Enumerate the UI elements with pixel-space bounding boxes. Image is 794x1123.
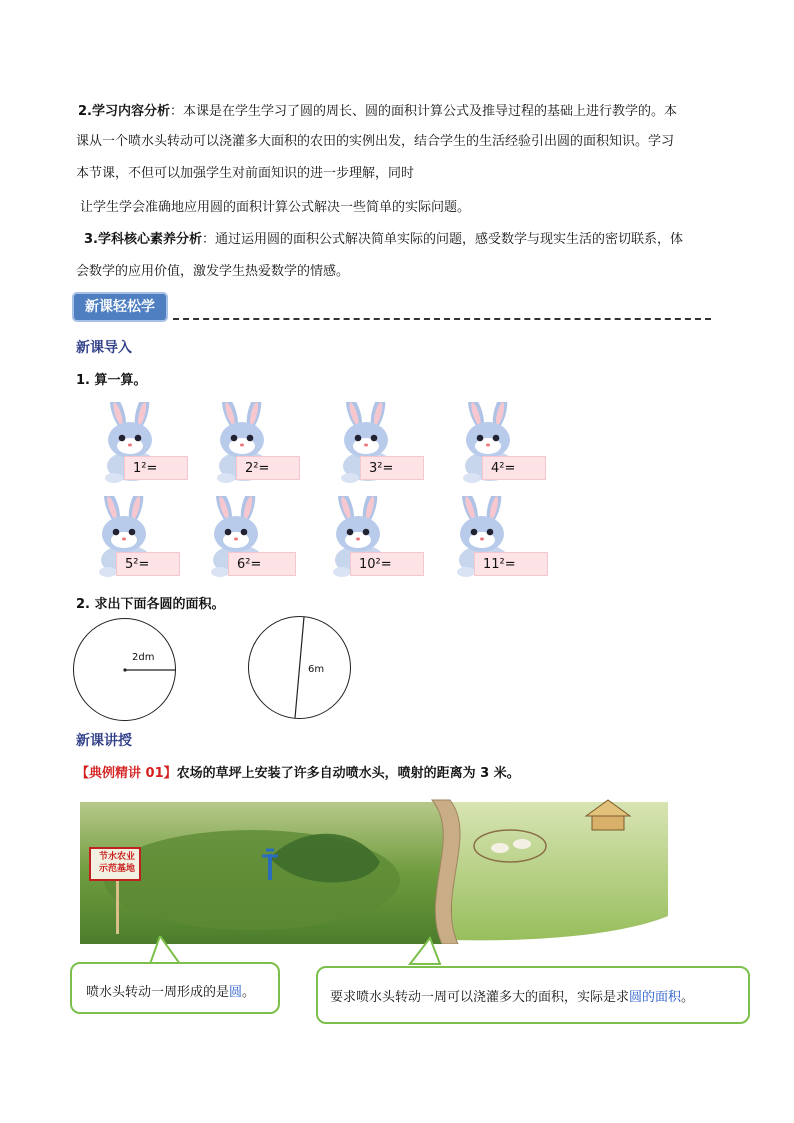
bunny-card-1 [94, 402, 204, 484]
paragraph-2-line-2: 课从一个喷水头转动可以浇灌多大面积的农田的实例出发，结合学生的生活经验引出圆的面积知识。学习 [76, 134, 675, 149]
lesson-teach-title: 新课讲授 [76, 733, 132, 749]
paragraph-2-line-4: 让学生学会准确地应用圆的面积计算公式解决一些简单的实际问题。 [80, 200, 471, 215]
farm-illustration [80, 796, 668, 944]
square-equation: 10²= [350, 552, 424, 576]
question-1-title: 1. 算一算。 [76, 373, 147, 388]
example-line [76, 762, 520, 781]
radius-label: 2dm [132, 652, 155, 663]
square-equation: 2²= [236, 456, 300, 480]
paragraph-3-line-1: 3.学科核心素养分析：通过运用圆的面积公式解决简单实际的问题，感受数学与现实生活的密切联系，体 [84, 232, 683, 247]
question-2-title: 2. 求出下面各圆的面积。 [76, 597, 225, 612]
square-equation: 5²= [116, 552, 180, 576]
square-equation: 3²= [360, 456, 424, 480]
dashed-divider [173, 318, 711, 320]
example-text: 农场的草坪上安装了许多自动喷水头，喷射的距离为 3 米。 [176, 766, 520, 781]
paragraph-2-label: 2.学习内容分析 [78, 104, 170, 119]
callout-highlight: 圆的面积 [629, 990, 682, 1005]
callout-circle: 喷水头转动一周形成的是圆。 [70, 962, 280, 1014]
square-equation: 11²= [474, 552, 548, 576]
pasture-field [452, 802, 668, 940]
diameter-label: 6m [308, 664, 325, 675]
sheep-1 [491, 843, 509, 853]
square-equation: 4²= [482, 456, 546, 480]
square-equation: 1²= [124, 456, 188, 480]
paragraph-3-line-2: 会数学的应用价值，激发学生热爱数学的情感。 [76, 264, 350, 279]
paragraph-2-line-3: 本节课，不但可以加强学生对前面知识的进一步理解，同时 [76, 166, 415, 181]
callout-highlight: 圆 [229, 985, 243, 1000]
callout-area: 要求喷水头转动一周可以浇灌多大的面积，实际是求圆的面积。 [316, 966, 750, 1024]
sign-text: 节水农业 示范基地 [98, 852, 135, 874]
square-equation: 6²= [228, 552, 296, 576]
bunny-card-7 [322, 496, 432, 578]
radius-line [73, 618, 177, 722]
bunny-card-8 [446, 496, 556, 578]
bunny-card-3 [330, 402, 440, 484]
example-tag: 【典例精讲 01】 [76, 766, 177, 781]
paragraph-3-label: 3.学科核心素养分析 [84, 232, 202, 247]
lesson-intro-title: 新课导入 [76, 340, 132, 356]
bunny-card-6 [200, 496, 310, 578]
bunny-card-5 [88, 496, 198, 578]
paragraph-2-line-1: 2.学习内容分析：本课是在学生学习了圆的周长、圆的面积计算公式及推导过程的基础上进行教学的。本 [78, 104, 677, 119]
sheep-2 [513, 839, 531, 849]
diameter-line [248, 616, 352, 720]
section-header: 新课轻松学 [74, 294, 166, 320]
bunny-card-4 [452, 402, 562, 484]
bunny-card-2 [206, 402, 316, 484]
